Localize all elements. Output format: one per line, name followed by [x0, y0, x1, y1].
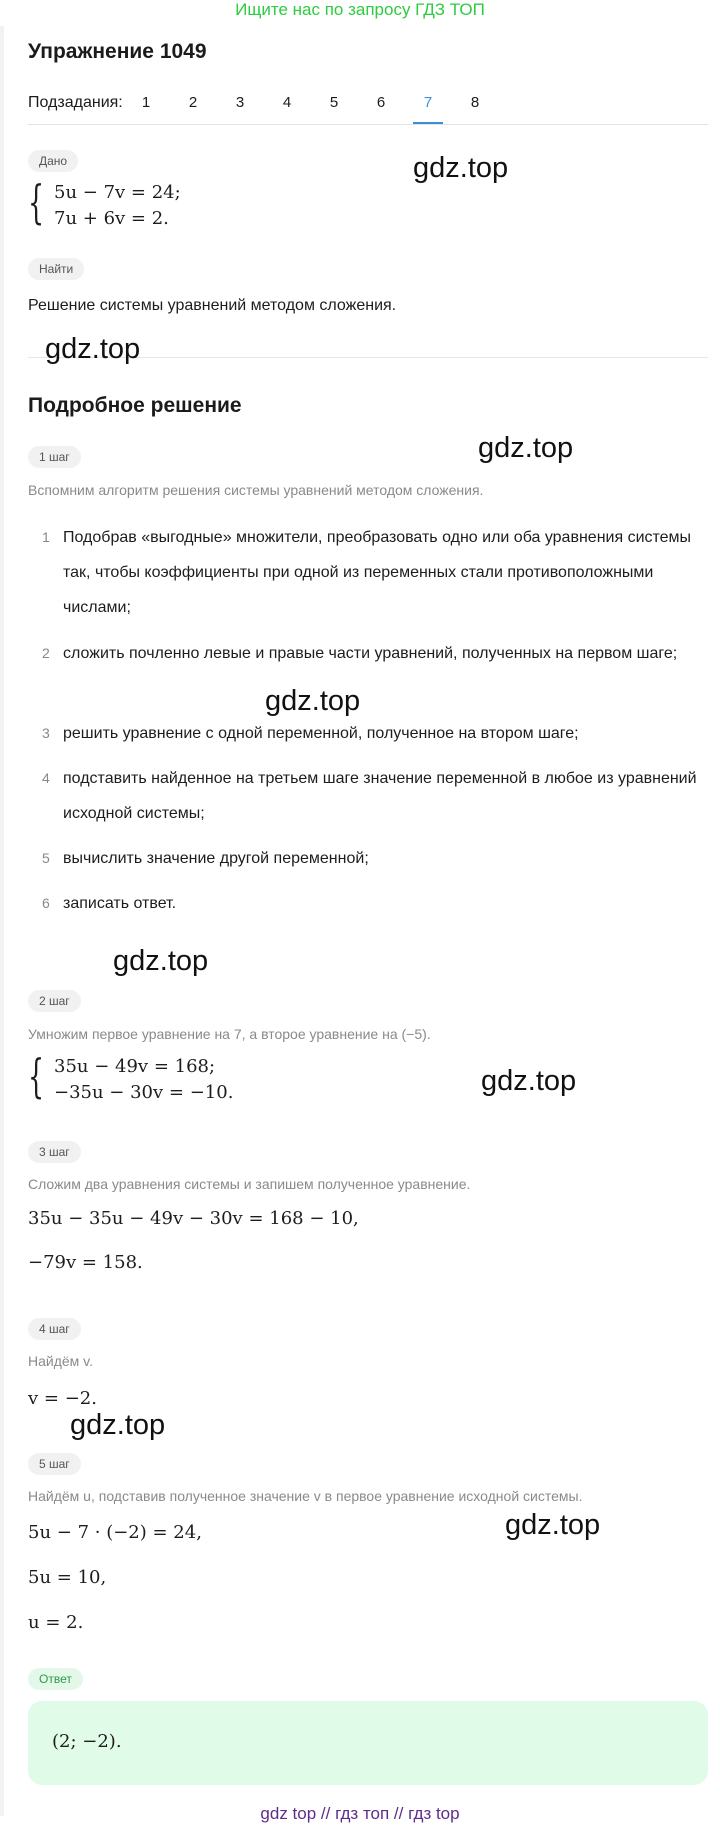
system-brace: { [28, 175, 45, 229]
step4-intro: Найдём v. [28, 1353, 94, 1369]
list-item-number: 6 [42, 895, 50, 911]
list-item-number: 1 [42, 529, 50, 545]
subtasks-label: Подзадания: [28, 94, 123, 111]
given-eq-2: 7u + 6v = 2. [54, 208, 169, 229]
step4-chip: 4 шаг [28, 1318, 81, 1340]
tab-subtask-4[interactable]: 4 [282, 94, 292, 111]
tab-subtask-5[interactable]: 5 [329, 94, 339, 111]
footer-links[interactable]: gdz top // гдз топ // гдз top [260, 1804, 460, 1823]
list-item-text: вычислить значение другой переменной; [63, 850, 369, 867]
tab-subtask-8[interactable]: 8 [470, 94, 480, 111]
step5-eq-1: 5u − 7 · (−2) = 24, [28, 1522, 202, 1543]
find-chip: Найти [28, 258, 84, 280]
step4-eq-1: v = −2. [28, 1388, 97, 1409]
list-item-number: 2 [42, 645, 50, 661]
watermark: gdz.top [45, 333, 141, 365]
step2-eq-2: −35u − 30v = −10. [54, 1082, 234, 1103]
list-item-text: подставить найденное на третьем шаге значение переменной в любое из уравнений исходной системы; [63, 770, 697, 822]
tab-subtask-3[interactable]: 3 [235, 94, 245, 111]
answer-chip: Ответ [28, 1668, 83, 1690]
step1-chip: 1 шаг [28, 446, 81, 468]
step3-chip: 3 шаг [28, 1141, 81, 1163]
watermark: gdz.top [481, 1065, 577, 1097]
step1-intro: Вспомним алгоритм решения системы уравнений методом сложения. [28, 482, 484, 498]
step5-chip: 5 шаг [28, 1453, 81, 1475]
list-item-number: 3 [42, 725, 50, 741]
list-item-text: Подобрав «выгодные» множители, преобразовать одно или оба уравнения системы так, чтобы коэффициенты при одной из переменных стали противоположными числами; [63, 529, 692, 616]
find-text: Решение системы уравнений методом сложения. [28, 297, 397, 314]
list-item-number: 5 [42, 850, 50, 866]
system-brace: { [28, 1049, 45, 1103]
step5-eq-2: 5u = 10, [28, 1567, 107, 1588]
answer-box [28, 1701, 708, 1785]
watermark: gdz.top [413, 152, 509, 184]
tab-subtask-1[interactable]: 1 [141, 94, 151, 111]
step2-eq-1: 35u − 49v = 168; [54, 1056, 216, 1077]
given-eq-1: 5u − 7v = 24; [54, 182, 181, 203]
watermark: gdz.top [265, 685, 361, 717]
list-item-text: решить уравнение с одной переменной, полученное на втором шаге; [63, 725, 579, 742]
step2-intro: Умножим первое уравнение на 7, а второе уравнение на (−5). [28, 1026, 431, 1042]
exercise-title: Упражнение 1049 [28, 40, 207, 63]
step2-chip: 2 шаг [28, 990, 81, 1012]
watermark: gdz.top [478, 432, 574, 464]
watermark: gdz.top [505, 1509, 601, 1541]
list-item-number: 4 [42, 770, 50, 786]
subtasks-nav [28, 92, 708, 125]
tab-subtask-7[interactable]: 7 [413, 94, 443, 124]
answer-value: (2; −2). [52, 1731, 122, 1752]
solution-title: Подробное решение [28, 394, 242, 417]
step3-eq-1: 35u − 35u − 49v − 30v = 168 − 10, [28, 1208, 359, 1229]
watermark: gdz.top [70, 1409, 166, 1441]
promo-banner: Ищите нас по запросу ГДЗ ТОП [235, 0, 485, 19]
step3-eq-2: −79v = 158. [28, 1252, 143, 1273]
step5-eq-3: u = 2. [28, 1612, 84, 1633]
tab-subtask-2[interactable]: 2 [188, 94, 198, 111]
step3-intro: Сложим два уравнения системы и запишем полученное уравнение. [28, 1176, 471, 1192]
list-item-text: записать ответ. [63, 895, 177, 912]
watermark: gdz.top [113, 945, 209, 977]
list-item-text: сложить почленно левые и правые части уравнений, полученных на первом шаге; [63, 645, 678, 662]
tab-subtask-6[interactable]: 6 [376, 94, 386, 111]
given-chip: Дано [28, 150, 78, 172]
left-border [0, 26, 4, 1816]
step5-intro: Найдём u, подставив полученное значение v в первое уравнение исходной системы. [28, 1488, 583, 1504]
